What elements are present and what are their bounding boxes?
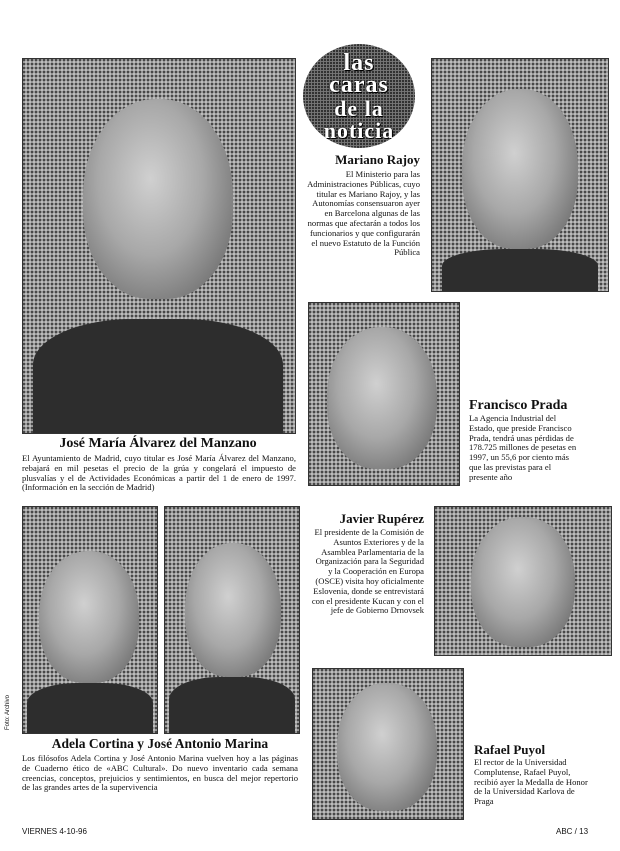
alvarez-text: El Ayuntamiento de Madrid, cuyo titular es José María Álvarez del Manzano, rebajará en mil pesetas el precio de la grúa y congelará el impuesto de plusvalías y el de Actividades Económicas a partir del 1 de enero de 1997. (Información en la sección de Madrid)	[22, 453, 296, 493]
las-caras-de-la-noticia-badge	[303, 44, 415, 148]
rajoy-photo	[431, 58, 609, 292]
ruperez-photo	[434, 506, 612, 656]
cortina-marina-name: Adela Cortina y José Antonio Marina	[51, 736, 269, 751]
badge-line-1: las	[343, 50, 375, 76]
footer-date: VIERNES 4-10-96	[22, 827, 87, 836]
ruperez-name: Javier Rupérez	[339, 511, 424, 526]
badge-line-2: caras	[329, 72, 389, 98]
cortina-photo	[22, 506, 158, 734]
puyol-name: Rafael Puyol	[474, 742, 546, 757]
badge-line-3: de la	[334, 96, 384, 121]
alvarez-photo	[22, 58, 296, 434]
marina-photo	[164, 506, 300, 734]
puyol-photo	[312, 668, 464, 820]
prada-photo	[308, 302, 460, 486]
puyol-text: El rector de la Universidad Complutense, Rafael Puyol, recibió ayer la Medalla de Honor de la Universidad Karlova de Praga	[474, 757, 588, 807]
prada-text: La Agencia Industrial del Estado, que preside Francisco Prada, tendrá unas pérdidas de 178.725 millones de pesetas en 1997, un 55,6 por ciento más que las previstas para el presente año	[469, 413, 577, 482]
prada-name: Francisco Prada	[469, 398, 568, 413]
alvarez-name: José María Álvarez del Manzano	[59, 436, 257, 451]
rajoy-text: El Ministerio para las Administraciones Públicas, cuyo titular es Mariano Rajoy, y las Autonomías consensuaron ayer en Barcelona algunas de las normas que afectarán a todos los funcionarios y que configurarán el nuevo Estatuto de la Función Pública	[307, 169, 420, 258]
photo-credit: Foto: Archivo	[5, 694, 11, 730]
rajoy-name: Mariano Rajoy	[335, 152, 420, 167]
cortina-marina-text: Los filósofos Adela Cortina y José Antonio Marina vuelven hoy a las páginas de Cuaderno ético de «ABC Cultural». Do nuevo inventario cada semana creencias, conceptos, prejuicios y sentimientos, en busca del mejor repertorio de las grandes artes de la supervivencia	[22, 753, 298, 793]
badge-line-4: noticia	[323, 118, 395, 143]
footer-page: ABC / 13	[556, 827, 589, 836]
ruperez-text: El presidente de la Comisión de Asuntos Exteriores y de la Asamblea Parlamentaria de la Organización para la Seguridad y la Cooperación en Europa (OSCE) visita hoy oficialmente Eslovenia, donde se entrevistará con el presidente Kucan y con el jefe de Gobierno Drnovsek	[311, 527, 424, 616]
